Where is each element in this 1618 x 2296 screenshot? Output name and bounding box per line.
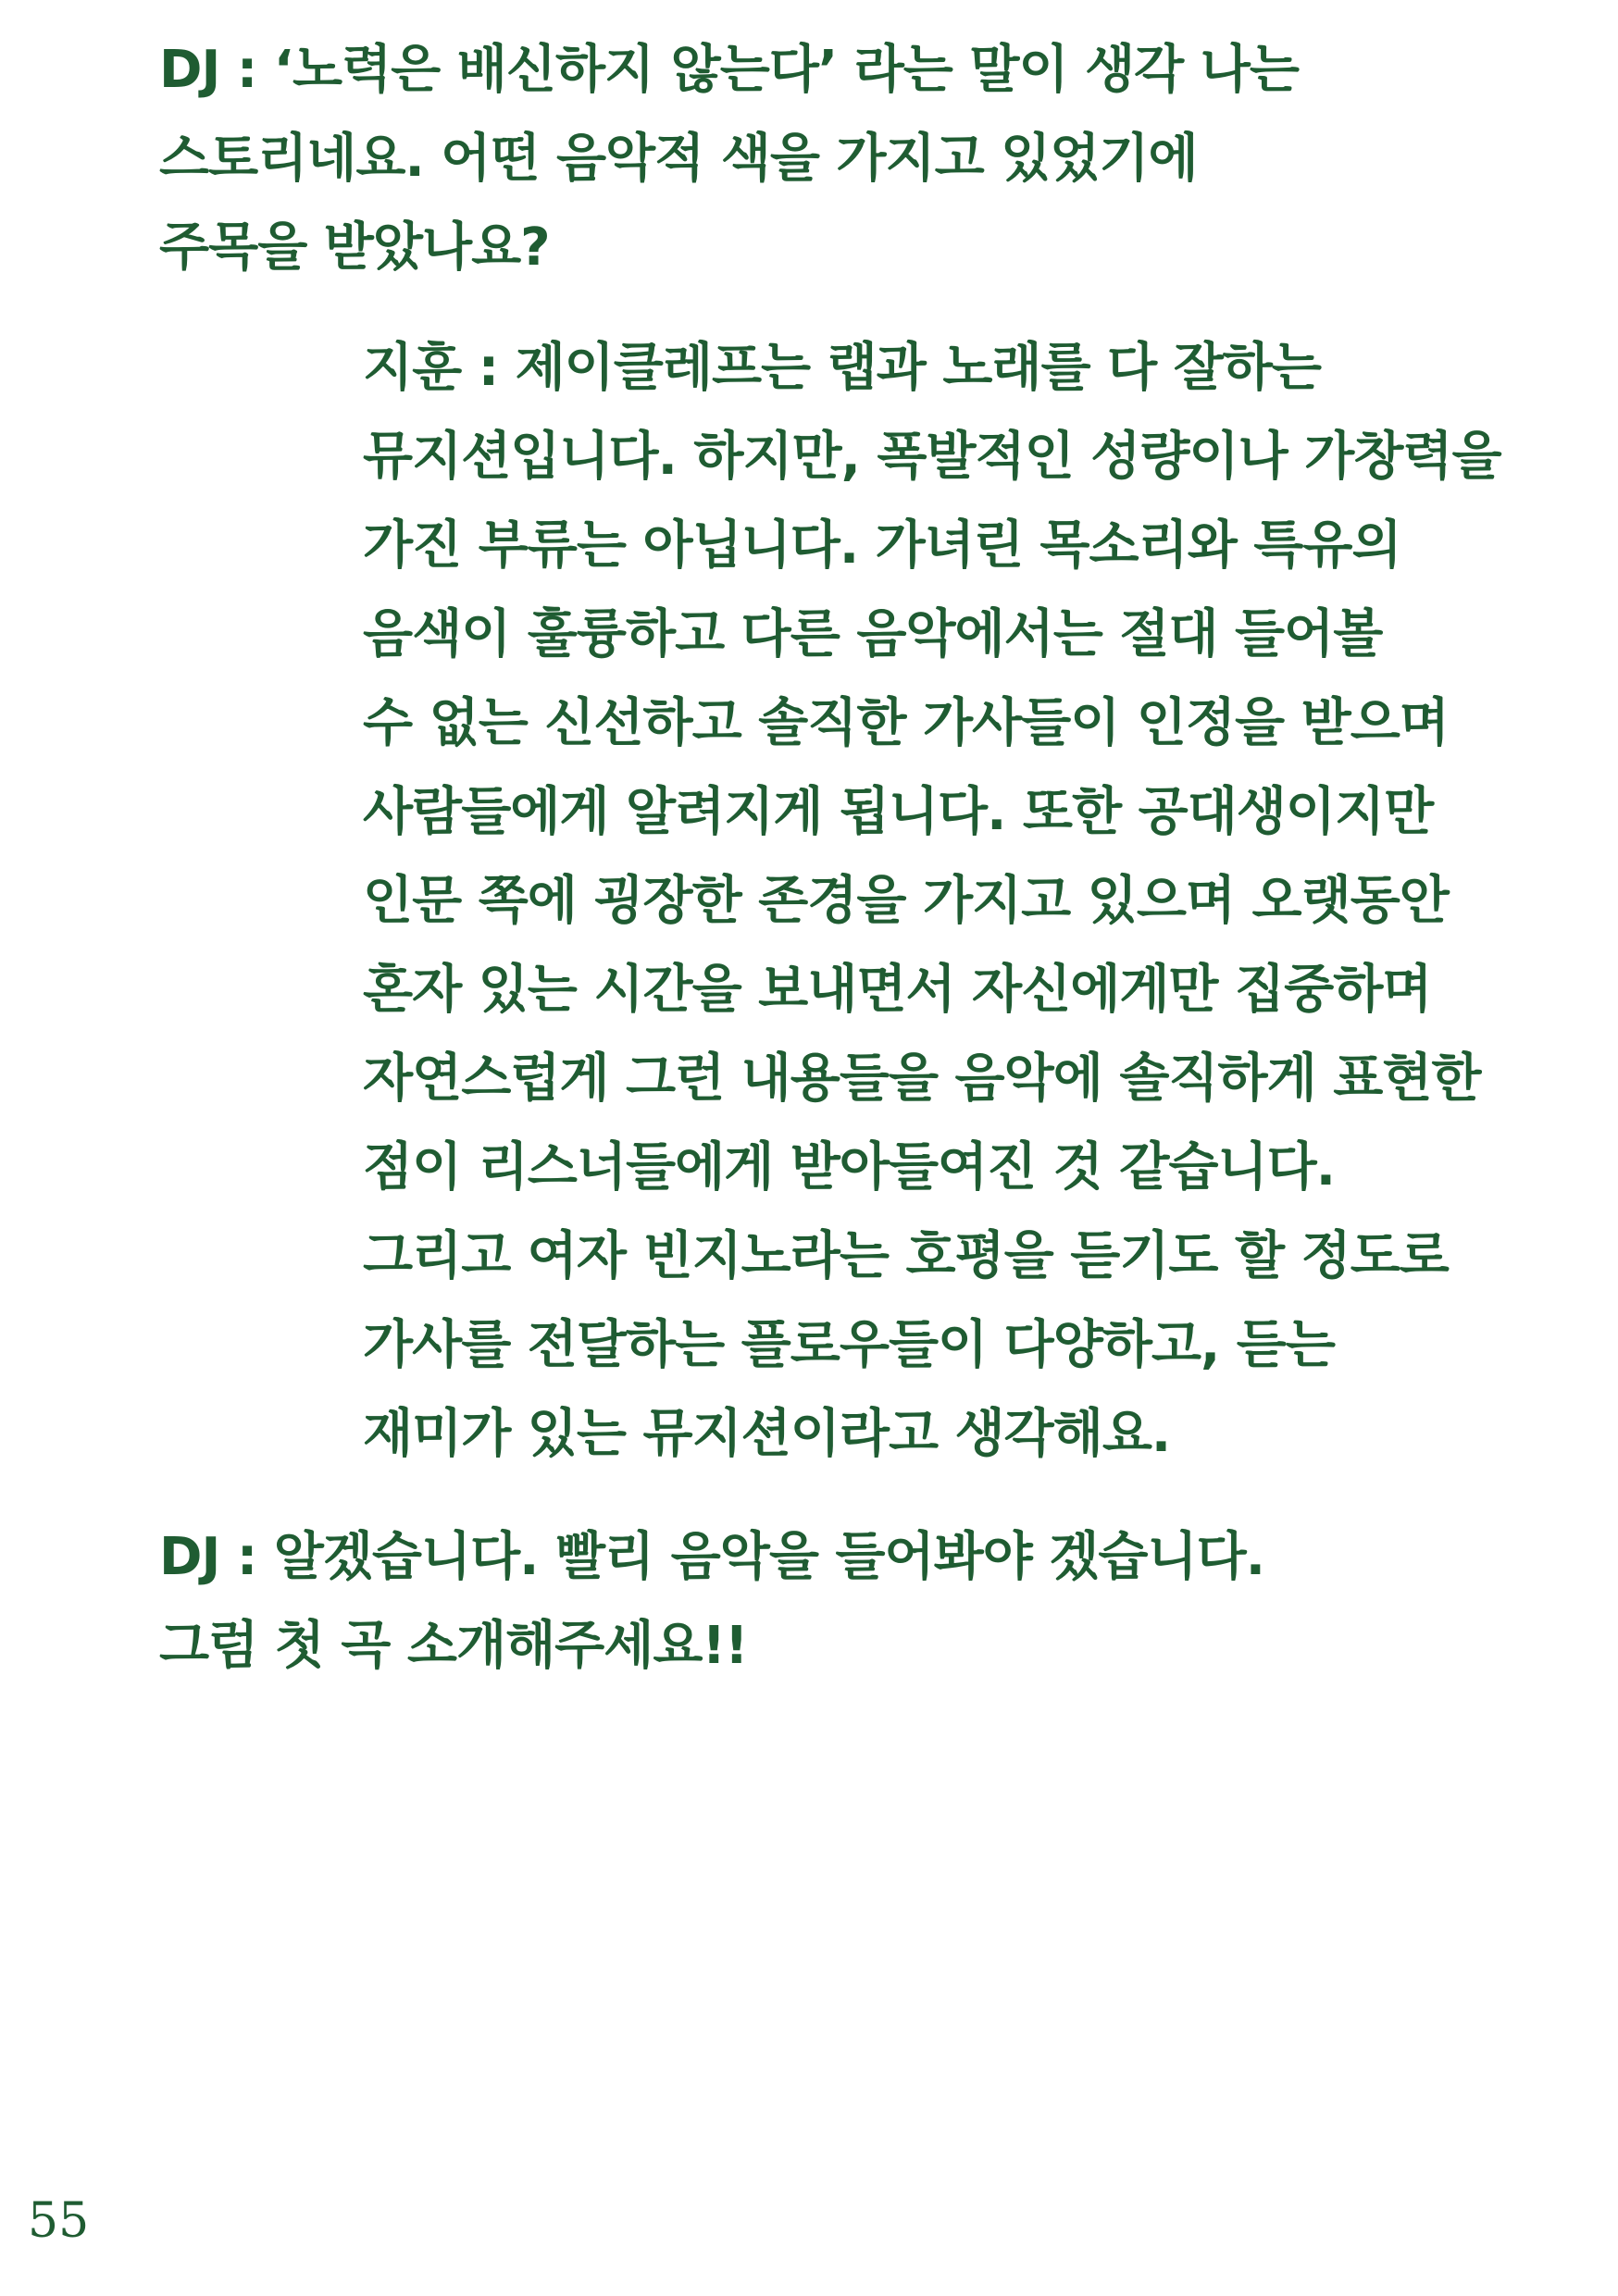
dj-closing-line: 그럼 첫 곡 소개해주세요!!	[159, 1616, 748, 1676]
jihoon-answer-line: 혼자 있는 시간을 보내면서 자신에게만 집중하며	[363, 960, 1432, 1020]
jihoon-answer-line: 지훈 : 제이클레프는 랩과 노래를 다 잘하는	[363, 338, 1322, 398]
jihoon-answer-line: 음색이 훌륭하고 다른 음악에서는 절대 들어볼	[363, 604, 1383, 664]
dj-question-line: 주목을 받았나요?	[159, 217, 550, 278]
dj-question-line: DJ : ‘노력은 배신하지 않는다’ 라는 말이 생각 나는	[159, 40, 1299, 100]
jihoon-answer-line: 점이 리스너들에게 받아들여진 것 같습니다.	[363, 1137, 1335, 1198]
jihoon-answer-line: 자연스럽게 그런 내용들을 음악에 솔직하게 표현한	[363, 1049, 1481, 1109]
jihoon-answer-line: 뮤지션입니다. 하지만, 폭발적인 성량이나 가창력을	[363, 427, 1501, 487]
jihoon-answer	[363, 324, 1501, 1479]
dj-question	[159, 26, 1299, 292]
jihoon-answer-line: 수 없는 신선하고 솔직한 가사들이 인정을 받으며	[363, 693, 1449, 753]
page-number: 55	[28, 2193, 90, 2249]
dj-question-line: 스토리네요. 어떤 음악적 색을 가지고 있었기에	[159, 129, 1198, 189]
dj-closing	[159, 1513, 1264, 1691]
jihoon-answer-line: 재미가 있는 뮤지션이라고 생각해요.	[363, 1404, 1171, 1464]
jihoon-answer-line: 인문 쪽에 굉장한 존경을 가지고 있으며 오랫동안	[363, 871, 1449, 931]
jihoon-answer-line: 사람들에게 알려지게 됩니다. 또한 공대생이지만	[363, 782, 1434, 842]
jihoon-answer-line: 그리고 여자 빈지노라는 호평을 듣기도 할 정도로	[363, 1226, 1449, 1286]
jihoon-answer-line: 가사를 전달하는 플로우들이 다양하고, 듣는	[363, 1315, 1335, 1375]
jihoon-answer-line: 가진 부류는 아닙니다. 가녀린 목소리와 특유의	[363, 515, 1401, 576]
dj-closing-line: DJ : 알겠습니다. 빨리 음악을 들어봐야 겠습니다.	[159, 1527, 1264, 1587]
